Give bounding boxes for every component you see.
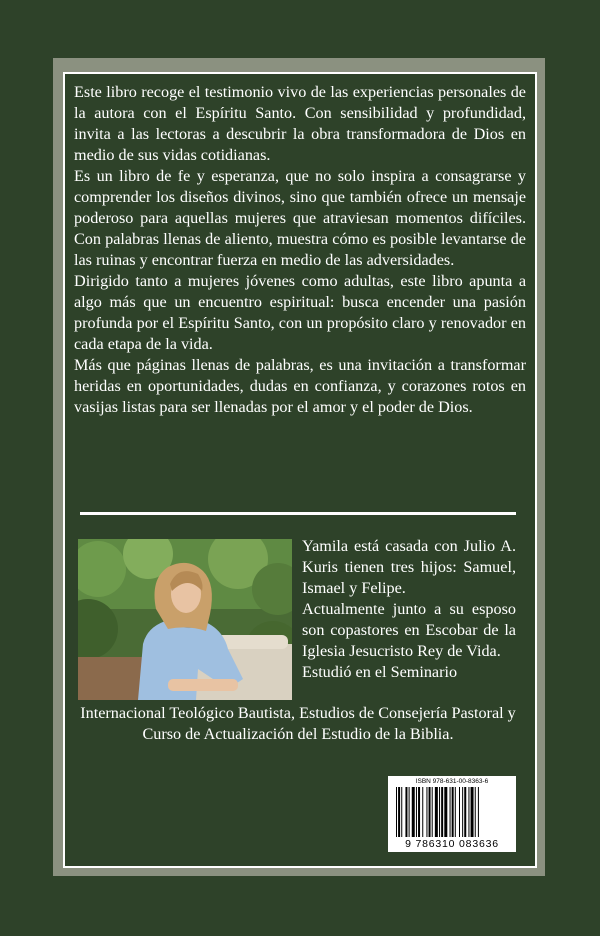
bio-paragraph: Yamila está casada con Julio A. Kuris tienen tres hijos: Samuel, Ismael y Felipe.: [302, 537, 516, 597]
isbn-digits: 9 786310 083636: [405, 838, 499, 850]
blurb-paragraph: Dirigido tanto a mujeres jóvenes como adultas, este libro apunta a algo más que un encuentro espiritual: busca encender una pasión profunda por el Espíritu Santo, con un propósito claro y renovador en cada etapa de la vida.: [74, 272, 526, 353]
isbn-barcode: [388, 776, 516, 852]
bio-paragraph: Actualmente junto a su esposo son copastores en Escobar de la Iglesia Jesucristo Rey de Vida.: [302, 600, 516, 660]
author-bio-continued: [80, 703, 516, 745]
blurb-paragraph: Más que páginas llenas de palabras, es una invitación a transformar heridas en oportunidades, dudas en confianza, y corazones rotos en vasijas listas para ser llenadas por el amor y el poder de Dios.: [74, 356, 526, 416]
blurb-paragraph: Es un libro de fe y esperanza, que no solo inspira a consagrarse y comprender los diseños divinos, sino que también ofrece un mensaje poderoso para aquellas mujeres que atraviesan momentos difíciles. Con palabras llenas de aliento, muestra cómo es posible levantarse de las ruinas y encontrar fuerza en medio de las adversidades.: [74, 167, 526, 269]
author-photo: [78, 539, 292, 700]
divider: [80, 512, 516, 515]
book-blurb: [74, 82, 526, 418]
barcode-bars: [396, 787, 508, 837]
blurb-paragraph: Este libro recoge el testimonio vivo de las experiencias personales de la autora con el Espíritu Santo. Con sensibilidad y profundidad, invita a las lectoras a descubrir la obra transformadora de Dios en medio de sus vidas cotidianas.: [74, 83, 526, 164]
isbn-label: ISBN 978-631-00-8363-6: [415, 778, 489, 785]
bio-paragraph: Internacional Teológico Bautista, Estudios de Consejería Pastoral y Curso de Actualización del Estudio de la Biblia.: [80, 704, 516, 743]
author-bio-side: [302, 536, 516, 683]
bio-paragraph: Estudió en el Seminario: [302, 663, 458, 681]
